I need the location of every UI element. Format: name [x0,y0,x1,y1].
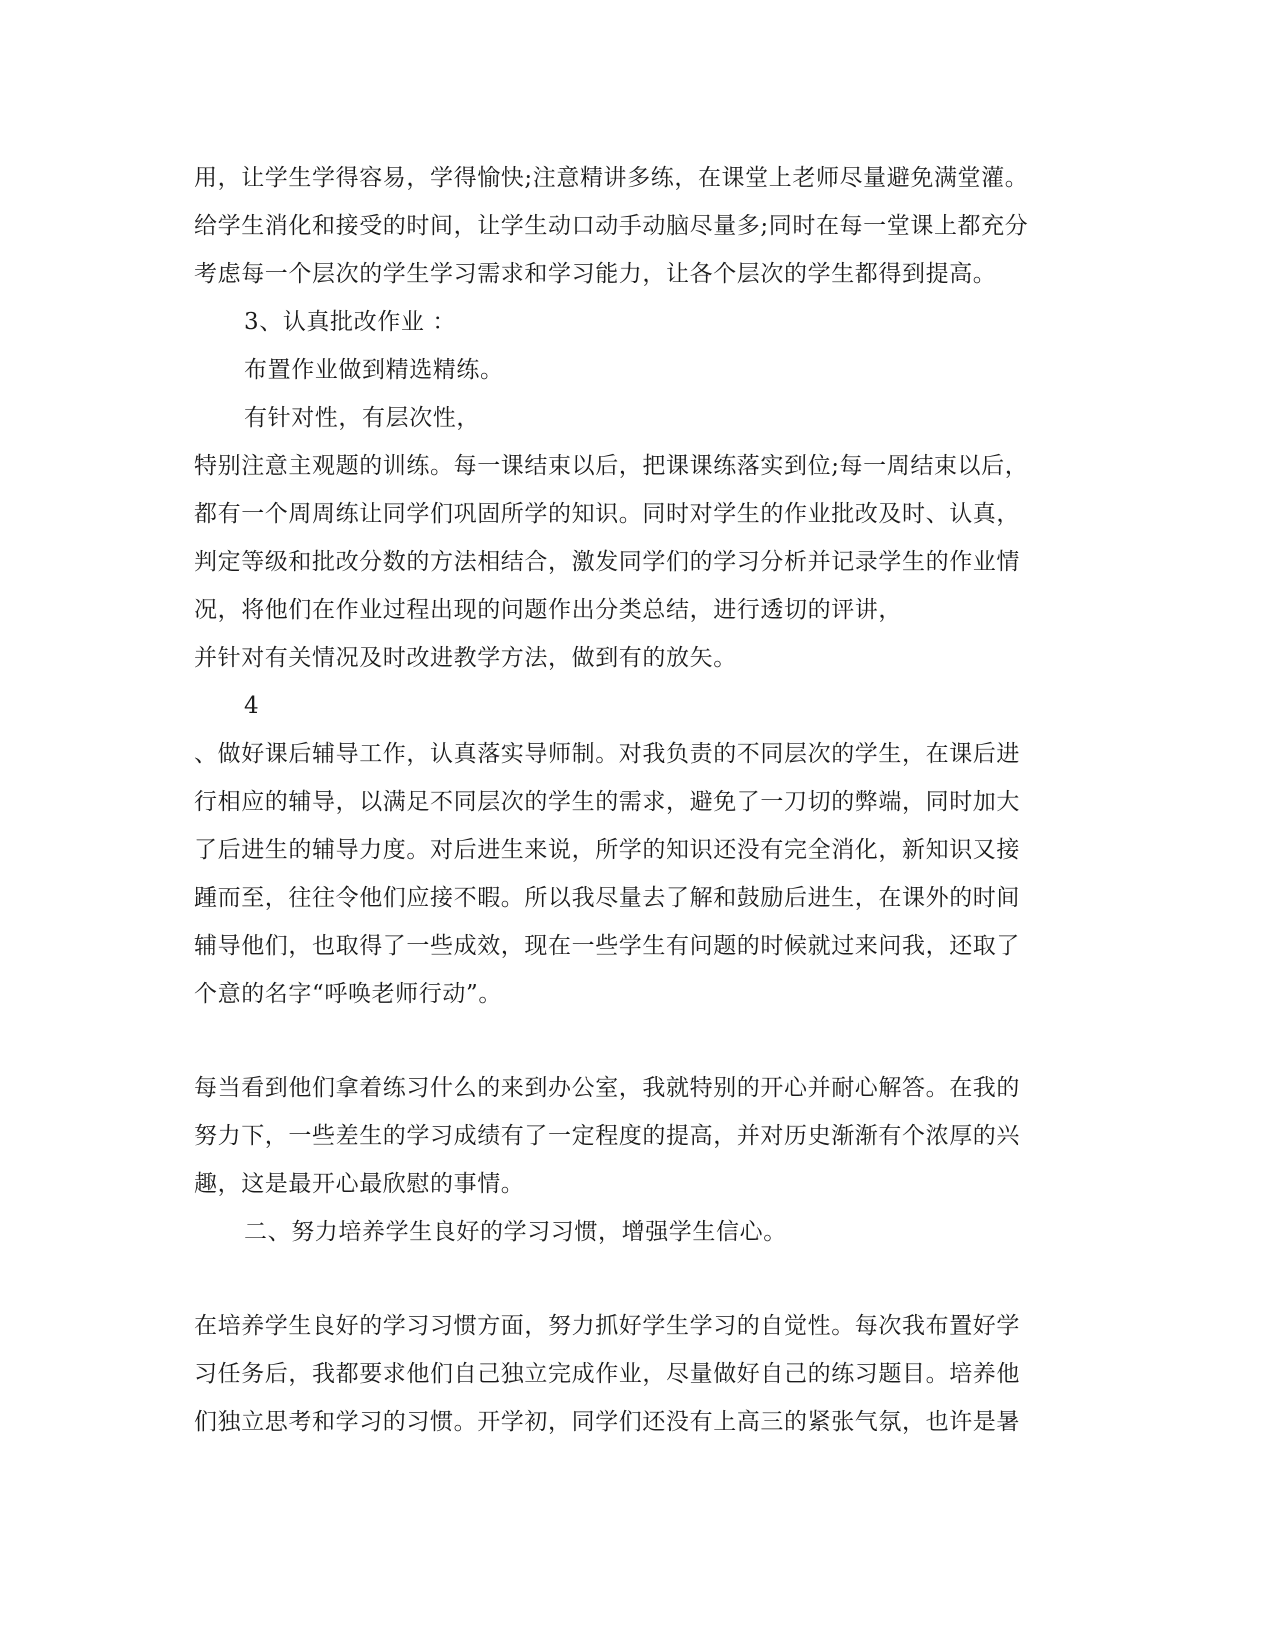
text-line: 布置作业做到精选精练。 [244,357,504,383]
text-line: 都有一个周周练让同学们巩固所学的知识。同时对学生的作业批改及时、认真， [194,501,1020,527]
text-line: 判定等级和批改分数的方法相结合，激发同学们的学习分析并记录学生的作业情 [194,549,1020,575]
text-line: 在培养学生良好的学习习惯方面，努力抓好学生学习的自觉性。每次我布置好学 [194,1313,1020,1339]
text-line: 趣，这是最开心最欣慰的事情。 [194,1171,525,1197]
text-line: 有针对性，有层次性， [244,405,480,431]
text-line: 并针对有关情况及时改进教学方法，做到有的放矢。 [194,645,737,671]
section-heading: 二、努力培养学生良好的学习习惯，增强学生信心。 [244,1219,787,1245]
text-line: 考虑每一个层次的学生学习需求和学习能力，让各个层次的学生都得到提高。 [194,261,997,287]
text-line: 个意的名字“呼唤老师行动”。 [194,981,502,1007]
text-line: 特别注意主观题的训练。每一课结束以后，把课课练落实到位;每一周结束以后， [194,453,1029,479]
section-number: 4 [244,693,260,719]
text-line: 每当看到他们拿着练习什么的来到办公室，我就特别的开心并耐心解答。在我的 [194,1075,1020,1101]
text-line: 踵而至，往往令他们应接不暇。所以我尽量去了解和鼓励后进生，在课外的时间 [194,885,1020,911]
text-line: 给学生消化和接受的时间，让学生动口动手动脑尽量多;同时在每一堂课上都充分 [194,213,1029,239]
text-line: 用，让学生学得容易，学得愉快;注意精讲多练，在课堂上老师尽量避免满堂灌。 [194,165,1029,191]
text-line: 、做好课后辅导工作，认真落实导师制。对我负责的不同层次的学生，在课后进 [194,741,1020,767]
text-line: 况，将他们在作业过程出现的问题作出分类总结，进行透切的评讲， [194,597,902,623]
text-line: 习任务后，我都要求他们自己独立完成作业，尽量做好自己的练习题目。培养他 [194,1361,1020,1387]
text-line: 了后进生的辅导力度。对后进生来说，所学的知识还没有完全消化，新知识又接 [194,837,1020,863]
text-line: 努力下，一些差生的学习成绩有了一定程度的提高，并对历史渐渐有个浓厚的兴 [194,1123,1020,1149]
section-heading: 3、认真批改作业 ： [244,309,456,335]
text-line: 们独立思考和学习的习惯。开学初，同学们还没有上高三的紧张气氛，也许是暑 [194,1409,1020,1435]
text-line: 辅导他们，也取得了一些成效，现在一些学生有问题的时候就过来问我，还取了 [194,933,1020,959]
text-line: 行相应的辅导，以满足不同层次的学生的需求，避免了一刀切的弊端，同时加大 [194,789,1020,815]
